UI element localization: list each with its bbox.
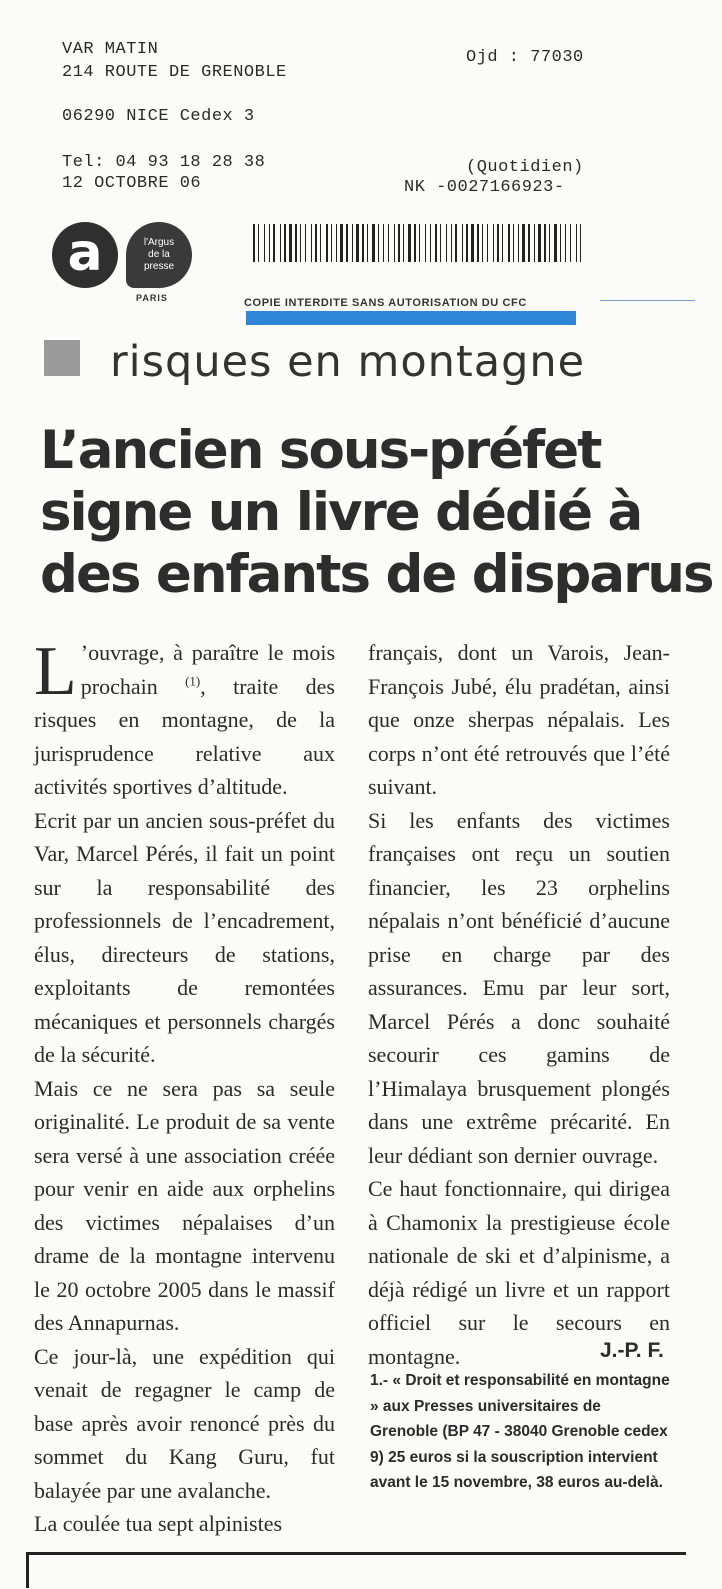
- barcode-bar: [419, 224, 420, 262]
- barcode-bar: [340, 224, 343, 262]
- barcode-icon: [253, 224, 581, 262]
- barcode-bar: [408, 224, 411, 262]
- barcode-bar: [269, 224, 270, 262]
- barcode-bar: [336, 224, 337, 262]
- paragraph-5-cont: français, dont un Varois, Jean-François Jubé, élu pradétan, ainsi que onze sherpas népalais. Les corps n’ont été retrouvés que l’été suivant.: [368, 640, 670, 799]
- headline-line-3: des enfants de disparus: [40, 544, 713, 605]
- barcode-bar: [394, 224, 395, 262]
- barcode-bar: [570, 224, 571, 262]
- barcode-bar: [398, 224, 400, 262]
- paragraph-7: Ce haut fonctionnaire, qui dirigea à Chamonix la prestigieuse école nationale de ski et d’alpinisme, a déjà rédigé un livre et un rapport officiel sur le secours en montagne.: [368, 1176, 670, 1369]
- barcode-bar: [273, 224, 275, 262]
- address-line-1: 214 ROUTE DE GRENOBLE: [62, 63, 287, 82]
- barcode-bar: [462, 224, 463, 262]
- barcode-bar: [258, 224, 259, 262]
- barcode-bar: [455, 224, 457, 262]
- barcode-bar: [295, 224, 297, 262]
- paragraph-4: Ce jour-là, une expédition qui venait de regagner le camp de base après avoir renoncé près du sommet du Kang Guru, fut balayée par une avalanche.: [34, 1343, 335, 1503]
- argus-line-3: presse: [143, 261, 174, 272]
- barcode-bar: [264, 224, 265, 262]
- barcode-bar: [513, 224, 514, 262]
- paragraph-3: Mais ce ne sera pas sa seule originalité. Le produit de sa vente sera versé à une association créée pour venir en aide aux orphelins des victimes népalaises d’un drame de la montagne intervenu le 20 octobre 2005 dans le massif des Annapurnas.: [34, 1075, 335, 1335]
- barcode-bar: [300, 224, 301, 262]
- barcode-bar: [414, 224, 416, 262]
- barcode-bar: [544, 224, 546, 262]
- footnote: 1.- « Droit et responsabilité en montagne » aux Presses universitaires de Grenoble (BP 47 - 38040 Grenoble cedex 9) 25 euros si la souscription intervient avant le 15 novembre, 38 euros au-delà.: [370, 1372, 670, 1491]
- barcode-bar: [383, 224, 384, 262]
- barcode-bar: [534, 224, 535, 262]
- barcode-bar: [502, 224, 503, 262]
- barcode-bar: [430, 224, 431, 262]
- barcode-bar: [466, 224, 468, 262]
- rubric-title: risques en montagne: [110, 337, 586, 387]
- barcode-bar: [487, 224, 488, 262]
- barcode-bar: [346, 224, 348, 262]
- barcode-bar: [356, 224, 359, 262]
- headline-line-1: L’ancien sous-préfet: [40, 420, 601, 481]
- barcode-bar: [331, 224, 332, 262]
- barcode-bar: [315, 224, 317, 262]
- author-signature: J.-P. F.: [600, 1339, 664, 1362]
- barcode-bar: [280, 224, 281, 262]
- issue-date: 12 OCTOBRE 06: [62, 174, 202, 193]
- barcode-bar: [320, 224, 321, 262]
- argus-city: PARIS: [136, 293, 168, 303]
- headline-line-2: signe un livre dédié à: [40, 482, 642, 543]
- header-rule: [600, 300, 695, 301]
- frequency: (Quotidien): [466, 158, 584, 177]
- barcode-bar: [528, 224, 530, 262]
- telephone: Tel: 04 93 18 28 38: [62, 153, 266, 172]
- publication-name: VAR MATIN: [62, 40, 159, 59]
- barcode-bar: [482, 224, 483, 262]
- barcode-bar: [497, 224, 499, 262]
- barcode-bar: [253, 224, 255, 262]
- barcode-bar: [326, 224, 328, 262]
- paragraph-1: [34, 633, 335, 804]
- barcode-bar: [477, 224, 479, 262]
- barcode-bar: [580, 224, 581, 262]
- paragraph-5-start: La coulée tua sept alpinistes: [34, 1511, 283, 1536]
- paragraph-2: Ecrit par un ancien sous-préfet du Var, Marcel Pérés, il fait un point sur la responsabilité des professionnels de l’encadrement, élus, directeurs de stations, exploitants de remontées mécaniques et personnels chargés de la sécurité.: [34, 807, 335, 1067]
- barcode-bar: [284, 224, 286, 262]
- barcode-bar: [311, 224, 312, 262]
- barcode-bar: [554, 224, 557, 262]
- article-column-2: [368, 636, 670, 1373]
- barcode-bar: [388, 224, 389, 262]
- barcode-bar: [549, 224, 550, 262]
- barcode-bar: [560, 224, 561, 262]
- barcode-bar: [305, 224, 306, 262]
- paragraph-6: Si les enfants des victimes françaises ont reçu un soutien financier, les 23 orphelins népalais n’ont bénéficié d’aucune prise en charge par des assurances. Emu par leur sort, Marcel Pérés a donc souhaité secourir ces gamins de l’Himalaya brusquement plongés dans une extrême précarité. En leur dédiant son dernier ouvrage.: [368, 807, 670, 1168]
- barcode-bar: [372, 224, 375, 262]
- argus-line-1: l'Argus: [143, 237, 175, 248]
- barcode-bar: [403, 224, 404, 262]
- barcode-bar: [522, 224, 525, 262]
- bottom-rule-corner: [26, 1552, 29, 1588]
- barcode-bar: [508, 224, 510, 262]
- headline: [40, 420, 713, 606]
- barcode-bar: [565, 224, 566, 262]
- barcode-bar: [518, 224, 519, 262]
- bottom-rule: [26, 1552, 686, 1555]
- address-line-2: 06290 NICE Cedex 3: [62, 107, 255, 126]
- barcode-bar: [440, 224, 441, 262]
- footnote-ref: (1): [185, 673, 201, 689]
- a-logo-icon: a: [52, 222, 118, 288]
- barcode-bar: [446, 224, 447, 262]
- barcode-bar: [378, 224, 379, 262]
- nk-reference: NK -0027166923-: [404, 178, 565, 197]
- barcode-bar: [451, 224, 452, 262]
- barcode-bar: [367, 224, 368, 262]
- barcode-bar: [362, 224, 364, 262]
- argus-line-2: de la: [148, 249, 170, 260]
- drop-cap: L: [34, 633, 77, 710]
- ojd-number: Ojd : 77030: [466, 48, 584, 67]
- copyright-notice: COPIE INTERDITE SANS AUTORISATION DU CFC: [244, 297, 527, 309]
- barcode-bar: [471, 224, 474, 262]
- paragraph-1-start: ’ouvrage, à paraître le mois prochain: [80, 640, 335, 699]
- barcode-bar: [435, 224, 437, 262]
- barcode-bar: [352, 224, 353, 262]
- barcode-bar: [493, 224, 494, 262]
- barcode-bar: [538, 224, 541, 262]
- paragraph-1-end: , traite des risques en montagne, de la jurisprudence relative aux activités sportives d’altitude.: [34, 673, 335, 799]
- barcode-bar: [289, 224, 292, 262]
- argus-logo-icon: [126, 222, 192, 288]
- cfc-bar: [246, 311, 576, 325]
- barcode-bar: [576, 224, 577, 262]
- barcode-bar: [425, 224, 426, 262]
- rubric-square-icon: [44, 340, 80, 376]
- article-column-1: [34, 633, 335, 1541]
